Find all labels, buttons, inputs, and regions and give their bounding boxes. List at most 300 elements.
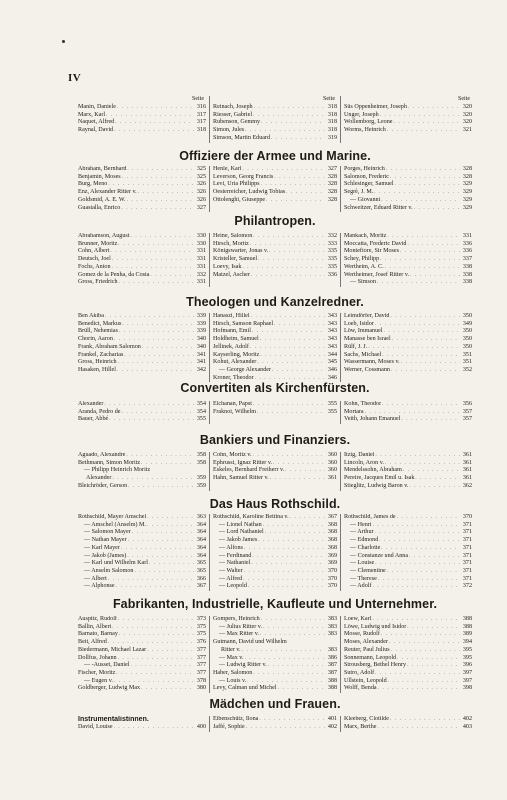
leader-dots xyxy=(114,724,194,732)
entry-name: Kleeberg, Clotilde xyxy=(344,716,389,722)
entry-name: Ephrussi, Ignaz Ritter v. xyxy=(213,459,273,466)
entry-name: — Jakob (James) xyxy=(84,552,127,559)
entry-name: — Louise xyxy=(350,560,375,567)
entry-name: — Alphonse xyxy=(84,583,115,590)
entry-name: Hahn, Samuel Ritter v. xyxy=(213,475,269,482)
leader-dots xyxy=(124,352,194,360)
entry-page: 320 xyxy=(462,104,472,110)
leader-dots xyxy=(110,248,194,256)
entry-name: — Eugen v. xyxy=(84,677,113,684)
section-title: Bankiers und Finanziers. xyxy=(199,433,351,447)
index-entry xyxy=(213,166,337,174)
entry-page: 367 xyxy=(196,583,206,590)
entry-name: Gross, Heinrich xyxy=(78,359,117,366)
entry-name: Rothschild, Mayer Amschel xyxy=(78,514,147,520)
entry-name: Wassermann, Moses v. xyxy=(344,359,400,366)
index-entry xyxy=(78,724,206,732)
index-entry xyxy=(344,119,472,127)
leader-dots xyxy=(373,522,461,530)
entry-page: 351 xyxy=(462,359,472,366)
entry-page: 365 xyxy=(196,560,206,567)
entry-name: Ballin, Albert xyxy=(78,623,112,630)
entry-name: Hasaken, Hillel xyxy=(78,366,116,373)
index-entry xyxy=(344,401,472,409)
entry-page: 316 xyxy=(196,104,206,110)
index-entry xyxy=(213,112,337,120)
leader-dots xyxy=(127,197,194,205)
index-columns xyxy=(78,166,472,212)
leader-dots xyxy=(375,560,460,568)
index-column xyxy=(210,166,341,212)
entry-name: — Edmond xyxy=(350,537,379,544)
index-column xyxy=(210,616,341,693)
leader-dots xyxy=(117,367,194,375)
index-column xyxy=(341,452,472,491)
entry-name: Eibenschütz, Ilona xyxy=(213,716,259,722)
entry-page: 335 xyxy=(327,263,337,270)
entry-page: 377 xyxy=(196,654,206,661)
entry-name: Cohn, Albert xyxy=(78,248,110,255)
entry-page: 364 xyxy=(196,544,206,551)
entry-page: 331 xyxy=(196,256,206,263)
entry-name: — Karl Mayer xyxy=(84,544,120,551)
index-entry xyxy=(344,233,472,241)
entry-name: Alexander xyxy=(86,475,112,482)
entry-page: 319 xyxy=(327,134,337,141)
leader-dots xyxy=(273,460,325,468)
entry-name: Sutro, Adolf xyxy=(344,669,375,676)
entry-name: Gompers, Heinrich xyxy=(213,616,260,622)
entry-page: 329 xyxy=(462,196,472,203)
entry-page: 364 xyxy=(196,521,206,528)
entry-name: Löwe, Ludwig und Isidor xyxy=(344,623,407,630)
leader-dots xyxy=(382,352,460,360)
leader-dots xyxy=(117,104,194,112)
entry-page: 370 xyxy=(327,583,337,590)
index-entry xyxy=(78,174,206,182)
index-entry xyxy=(78,359,206,367)
index-entry xyxy=(213,127,337,135)
leader-dots xyxy=(390,716,460,724)
leader-dots xyxy=(290,514,325,522)
leader-dots xyxy=(415,475,460,483)
entry-page: 330 xyxy=(196,233,206,239)
entry-page: 318 xyxy=(327,111,337,118)
entry-name: Mortara xyxy=(344,408,364,415)
leader-dots xyxy=(375,452,460,460)
index-entry xyxy=(213,514,337,522)
entry-name: Burg, Meno xyxy=(78,181,108,188)
index-column xyxy=(210,716,341,732)
index-entry xyxy=(78,576,206,584)
leader-dots xyxy=(274,321,325,329)
entry-name: — Therese xyxy=(350,575,377,582)
entry-name: Veith, Johann Emanuel xyxy=(344,416,401,423)
leader-dots xyxy=(407,662,460,670)
leader-dots xyxy=(116,670,194,678)
entry-name: Löw, Immanuel xyxy=(344,328,383,335)
entry-page: 354 xyxy=(196,401,206,407)
leader-dots xyxy=(260,352,325,360)
index-entry xyxy=(78,647,206,655)
entry-name: Worms, Heinrich xyxy=(344,127,386,134)
index-entry xyxy=(213,568,337,576)
entry-name: — Albert xyxy=(84,575,107,582)
entry-page: 368 xyxy=(327,544,337,551)
index-column xyxy=(210,452,341,491)
entry-page: 371 xyxy=(462,575,472,582)
leader-dots xyxy=(112,475,194,483)
index-entry xyxy=(344,553,472,561)
leader-dots xyxy=(385,264,460,272)
index-entry xyxy=(344,475,472,483)
index-entry xyxy=(344,483,472,491)
leader-dots xyxy=(387,127,460,135)
index-column xyxy=(341,616,472,693)
index-entry xyxy=(213,631,337,639)
index-entry xyxy=(213,344,337,352)
entry-name: Ritter v. xyxy=(221,646,241,653)
leader-dots xyxy=(270,475,325,483)
index-entry xyxy=(78,119,206,127)
entry-name: — Clementine xyxy=(350,567,386,574)
entry-page: 321 xyxy=(462,127,472,134)
entry-name: Werner, Cossmann xyxy=(344,366,390,373)
leader-dots xyxy=(400,248,460,256)
index-entry xyxy=(213,460,337,468)
leader-dots xyxy=(114,336,194,344)
entry-name: Cohn, Moritz v. xyxy=(213,452,252,458)
entry-page: 378 xyxy=(196,677,206,684)
leader-dots xyxy=(260,336,325,344)
entry-page: 341 xyxy=(196,359,206,366)
index-entry xyxy=(78,678,206,686)
leader-dots xyxy=(252,553,325,561)
entry-page: 326 xyxy=(196,196,206,203)
leader-dots xyxy=(272,367,325,375)
index-entry xyxy=(78,352,206,360)
index-entry xyxy=(78,616,206,624)
leader-dots xyxy=(387,233,460,241)
leader-dots xyxy=(250,241,325,249)
entry-name: Hirsch, Samson Raphael xyxy=(213,320,274,327)
leader-dots xyxy=(253,670,325,678)
leader-dots xyxy=(278,685,325,693)
index-entry xyxy=(213,616,337,624)
leader-dots xyxy=(263,624,325,632)
entry-page: 329 xyxy=(462,181,472,188)
ink-speck xyxy=(62,40,65,43)
entry-name: Gutmann, David und Wilhelm xyxy=(213,639,287,646)
leader-dots xyxy=(128,483,194,491)
leader-dots xyxy=(108,639,194,647)
leader-dots xyxy=(257,409,325,417)
leader-dots xyxy=(387,568,460,576)
entry-name: Schlesinger, Samuel xyxy=(344,181,394,188)
entry-page: 340 xyxy=(196,343,206,350)
leader-dots xyxy=(375,529,460,537)
entry-page: 371 xyxy=(462,521,472,528)
index-entry xyxy=(78,409,206,417)
leader-dots xyxy=(409,553,460,561)
entry-name: — -Ausset, Daniel xyxy=(84,662,130,669)
entry-name: Süs Oppenheimer, Joseph xyxy=(344,104,407,110)
entry-page: 370 xyxy=(327,567,337,574)
entry-page: 383 xyxy=(327,631,337,638)
leader-dots xyxy=(141,460,194,468)
entry-page: 400 xyxy=(196,724,206,730)
leader-dots xyxy=(118,241,194,249)
index-entry xyxy=(213,248,337,256)
entry-name: Reuter, Paul Julius xyxy=(344,646,390,653)
index-column xyxy=(210,96,341,143)
entry-page: 328 xyxy=(462,173,472,180)
index-entry xyxy=(78,127,206,135)
leader-dots xyxy=(381,631,460,639)
entry-page: 335 xyxy=(327,248,337,255)
index-entry xyxy=(78,522,206,530)
leader-dots xyxy=(242,264,325,272)
index-entry xyxy=(344,545,472,553)
leader-dots xyxy=(253,452,325,460)
entry-name: — Anselm Salomon xyxy=(84,567,134,574)
entry-page: 337 xyxy=(462,256,472,263)
entry-name: Rothschild, James de xyxy=(344,514,396,520)
leader-dots xyxy=(109,416,194,424)
entry-name: Benedict, Markus xyxy=(78,320,122,327)
entry-page: 351 xyxy=(462,351,472,358)
entry-page: 387 xyxy=(327,669,337,676)
leader-dots xyxy=(250,344,325,352)
index-column xyxy=(210,401,341,424)
entry-page: 320 xyxy=(462,119,472,126)
index-column xyxy=(210,313,341,382)
index-column xyxy=(78,616,210,693)
index-entry xyxy=(213,272,337,280)
index-entry xyxy=(78,475,206,483)
entry-page: 369 xyxy=(327,560,337,567)
entry-name: Kohn, Theodor xyxy=(344,401,382,407)
entry-name: Mendelssohn, Abraham xyxy=(344,467,402,474)
entry-name: Aguado, Alexandre xyxy=(78,452,126,458)
entry-name: — Lionel Nathan xyxy=(219,521,262,528)
entry-name: Aranda, Pedro de xyxy=(78,408,121,415)
index-column xyxy=(341,716,472,732)
index-entry xyxy=(344,104,472,112)
index-entry xyxy=(78,256,206,264)
entry-name: — Constanze und Anna xyxy=(350,552,409,559)
leader-dots xyxy=(378,724,461,732)
entry-page: 360 xyxy=(327,452,337,458)
leader-dots xyxy=(378,576,460,584)
entry-page: 371 xyxy=(462,560,472,567)
index-entry xyxy=(213,662,337,670)
entry-page: 350 xyxy=(462,343,472,350)
entry-page: 395 xyxy=(462,654,472,661)
entry-page: 328 xyxy=(462,166,472,172)
entry-page: 358 xyxy=(196,452,206,458)
leader-dots xyxy=(252,328,325,336)
entry-page: 335 xyxy=(327,256,337,263)
entry-name: — Karl und Wilhelm Karl xyxy=(84,560,148,567)
entry-name: — Jakob James xyxy=(219,537,258,544)
entry-name: Bauer, Abbé xyxy=(78,416,109,423)
entry-page: 343 xyxy=(327,320,337,327)
entry-page: 355 xyxy=(196,416,206,423)
entry-name: Wollemborg, Leone xyxy=(344,119,393,126)
leader-dots xyxy=(379,537,460,545)
leader-dots xyxy=(263,522,325,530)
index-entry xyxy=(78,639,206,647)
entry-name: Barnato, Barnay xyxy=(78,631,118,638)
entry-name: Salomon, Frederic xyxy=(344,173,390,180)
entry-page: 328 xyxy=(327,196,337,203)
index-entry xyxy=(344,112,472,120)
leader-dots xyxy=(407,624,460,632)
entry-name: Pereire, Jacques Emil u. Isak xyxy=(344,475,415,482)
index-column xyxy=(341,313,472,382)
entry-name: — Arthur xyxy=(350,529,374,536)
entry-name: Simson, Martin Eduard xyxy=(213,134,271,141)
entry-page: 380 xyxy=(196,685,206,692)
entry-name: — Salomon Mayer xyxy=(84,529,131,536)
entry-page: 327 xyxy=(196,204,206,211)
leader-dots xyxy=(401,359,460,367)
entry-page: 343 xyxy=(327,328,337,335)
index-entry xyxy=(78,416,206,424)
index-entry xyxy=(344,181,472,189)
entry-page: 389 xyxy=(462,631,472,638)
entry-page: 331 xyxy=(196,263,206,270)
leader-dots xyxy=(391,367,460,375)
index-entry xyxy=(344,685,472,693)
index-column xyxy=(78,233,210,287)
entry-page: 396 xyxy=(462,662,472,669)
leader-dots xyxy=(408,104,460,112)
index-entry xyxy=(213,189,337,197)
entry-page: 336 xyxy=(462,240,472,247)
entry-page: 350 xyxy=(462,313,472,319)
entry-name: Königswarter, Jonas v. xyxy=(213,248,269,255)
index-entry xyxy=(78,279,206,287)
entry-name: Eskeles, Bernhard Freiherr v. xyxy=(213,467,285,474)
entry-page: 368 xyxy=(327,529,337,536)
index-entry xyxy=(213,537,337,545)
entry-page: 403 xyxy=(462,723,472,730)
index-entry xyxy=(78,367,206,375)
index-entry xyxy=(344,560,472,568)
index-column xyxy=(78,716,210,732)
entry-name: Jaffé, Sophie xyxy=(213,723,245,730)
leader-dots xyxy=(132,529,194,537)
leader-dots xyxy=(254,104,325,112)
index-entry xyxy=(213,336,337,344)
entry-page: 376 xyxy=(196,639,206,646)
entry-page: 346 xyxy=(327,366,337,373)
index-entry xyxy=(213,401,337,409)
index-columns xyxy=(78,401,472,424)
entry-page: 361 xyxy=(462,459,472,466)
entry-page: 394 xyxy=(462,639,472,646)
entry-page: 339 xyxy=(196,313,206,319)
entry-page: 383 xyxy=(327,623,337,630)
column-header-seite: Seite xyxy=(192,96,204,102)
leader-dots xyxy=(245,655,326,663)
entry-name: Frankel, Zacharias xyxy=(78,351,124,358)
entry-name: Stieglitz, Ludwig Baron v. xyxy=(344,482,409,489)
index-columns xyxy=(78,313,472,382)
index-entry xyxy=(78,568,206,576)
entry-page: 331 xyxy=(462,233,472,239)
entry-page: 388 xyxy=(462,616,472,622)
entry-name: — Lord Nathaniel xyxy=(219,529,264,536)
leader-dots xyxy=(121,545,194,553)
leader-dots xyxy=(112,624,194,632)
index-entry xyxy=(78,205,206,213)
entry-name: Gomez de la Penha, da Costa xyxy=(78,271,150,278)
leader-dots xyxy=(128,537,194,545)
entry-name: Beit, Alfred xyxy=(78,639,107,646)
leader-dots xyxy=(147,514,194,522)
leader-dots xyxy=(251,272,325,280)
index-entry xyxy=(213,576,337,584)
index-entry xyxy=(213,135,337,143)
index-entry xyxy=(213,328,337,336)
index-entry xyxy=(213,197,337,205)
leader-dots xyxy=(114,127,194,135)
entry-name: Rülf, J. J. xyxy=(344,343,368,350)
entry-name: Enz, Alexander Ritter v. xyxy=(78,189,137,196)
leader-dots xyxy=(382,401,460,409)
entry-name: Raynal, David xyxy=(78,127,114,134)
index-entry xyxy=(213,724,337,732)
index-entry xyxy=(78,344,206,352)
leader-dots xyxy=(380,112,460,120)
leader-dots xyxy=(243,576,325,584)
entry-page: 386 xyxy=(327,654,337,661)
index-entry xyxy=(213,452,337,460)
leader-dots xyxy=(378,685,460,693)
leader-dots xyxy=(388,678,460,686)
entry-page: 332 xyxy=(196,271,206,278)
entry-name: Abrahamson, August xyxy=(78,233,130,239)
index-entry xyxy=(344,662,472,670)
entry-name: Brunner, Moritz xyxy=(78,240,118,247)
column-header-seite: Seite xyxy=(323,96,335,102)
leader-dots xyxy=(401,416,460,424)
entry-name: Montefiore, Sir Moses xyxy=(344,248,400,255)
entry-name: Bethmann, Simon Moritz xyxy=(78,459,141,466)
entry-name: Loevy, Isak xyxy=(213,263,242,270)
entry-name: Marx, Karl xyxy=(78,111,106,118)
entry-name: Ben Akiba xyxy=(78,313,104,319)
leader-dots xyxy=(374,189,460,197)
leader-dots xyxy=(247,678,325,686)
leader-dots xyxy=(265,529,325,537)
index-entry xyxy=(213,670,337,678)
entry-page: 377 xyxy=(196,646,206,653)
index-entry xyxy=(344,264,472,272)
entry-name: Abraham, Bernhard xyxy=(78,166,127,172)
entry-name: Levy, Calman und Michel xyxy=(213,685,277,692)
index-column xyxy=(78,166,210,212)
index-entry xyxy=(344,352,472,360)
index-entry xyxy=(78,583,206,591)
entry-page: 328 xyxy=(327,173,337,180)
index-entry xyxy=(344,460,472,468)
subsection-title: Instrumentalistinnen. xyxy=(78,716,149,723)
index-entry xyxy=(344,452,472,460)
